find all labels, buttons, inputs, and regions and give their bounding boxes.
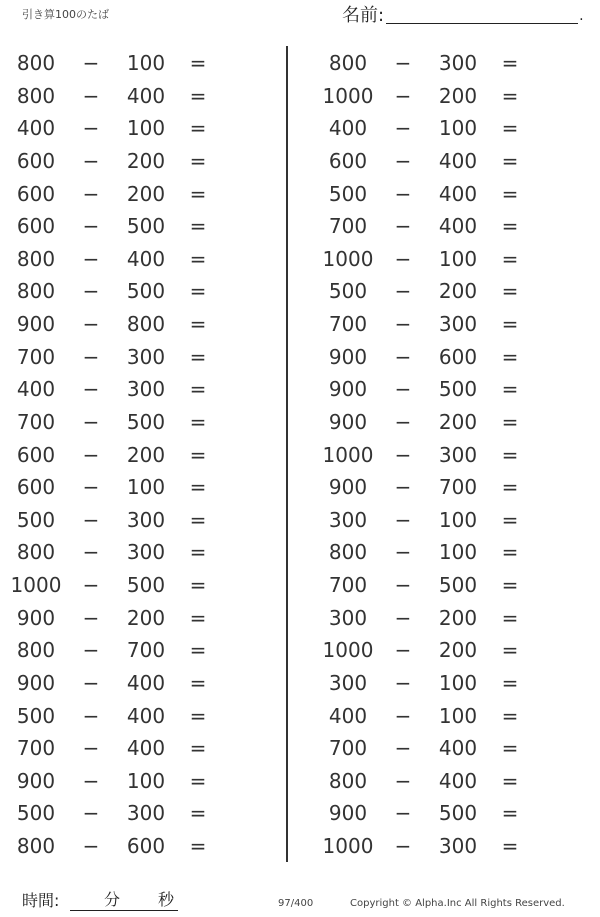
equals-sign: = bbox=[189, 181, 207, 206]
minuend: 600 bbox=[16, 475, 56, 500]
worksheet-title: 引き算100のたば bbox=[22, 8, 109, 21]
problem-row bbox=[312, 570, 600, 603]
equals-sign: = bbox=[189, 83, 207, 108]
equals-sign: = bbox=[501, 573, 519, 597]
minuend: 600 bbox=[16, 148, 56, 173]
subtrahend: 700 bbox=[126, 638, 166, 663]
subtrahend: 100 bbox=[126, 475, 166, 500]
minuend: 700 bbox=[328, 214, 368, 239]
equals-sign: = bbox=[501, 475, 519, 500]
minus-sign: − bbox=[394, 51, 412, 75]
subtrahend: 100 bbox=[438, 507, 478, 532]
subtrahend: 500 bbox=[438, 801, 478, 826]
minuend: 700 bbox=[16, 736, 56, 761]
equals-sign: = bbox=[501, 540, 519, 565]
subtrahend: 300 bbox=[126, 540, 166, 565]
minuend: 800 bbox=[16, 638, 56, 663]
equals-sign: = bbox=[501, 638, 519, 663]
equals-sign: = bbox=[189, 51, 207, 75]
problem-row bbox=[312, 407, 600, 440]
equals-sign: = bbox=[501, 507, 519, 532]
problem-row bbox=[0, 342, 290, 375]
problem-row bbox=[312, 244, 600, 277]
name-area bbox=[342, 4, 584, 28]
problem-row bbox=[312, 309, 600, 342]
problem-row bbox=[312, 276, 600, 309]
subtrahend: 600 bbox=[126, 834, 166, 858]
minus-sign: − bbox=[82, 475, 100, 500]
minuend: 600 bbox=[16, 214, 56, 239]
time-label: 時間: bbox=[22, 891, 60, 910]
subtrahend: 400 bbox=[438, 181, 478, 206]
equals-sign: = bbox=[501, 768, 519, 793]
minuend: 1000 bbox=[322, 83, 374, 108]
minus-sign: − bbox=[82, 409, 100, 434]
equals-sign: = bbox=[501, 703, 519, 728]
subtrahend: 200 bbox=[438, 638, 478, 663]
subtrahend: 300 bbox=[126, 507, 166, 532]
subtrahend: 500 bbox=[126, 279, 166, 304]
minuend: 800 bbox=[16, 279, 56, 304]
problem-row bbox=[0, 179, 290, 212]
minuend: 300 bbox=[328, 670, 368, 695]
equals-sign: = bbox=[189, 768, 207, 793]
equals-sign: = bbox=[501, 148, 519, 173]
minuend: 700 bbox=[16, 409, 56, 434]
equals-sign: = bbox=[189, 246, 207, 271]
minus-sign: − bbox=[394, 768, 412, 793]
minuend: 800 bbox=[328, 51, 368, 75]
minus-sign: − bbox=[394, 409, 412, 434]
name-label: 名前: bbox=[342, 5, 385, 26]
problem-row bbox=[0, 113, 290, 146]
equals-sign: = bbox=[501, 181, 519, 206]
minuend: 1000 bbox=[322, 638, 374, 663]
subtrahend: 100 bbox=[438, 116, 478, 141]
minus-sign: − bbox=[82, 214, 100, 239]
subtrahend: 100 bbox=[438, 246, 478, 271]
minus-sign: − bbox=[82, 540, 100, 565]
minuend: 500 bbox=[328, 181, 368, 206]
minus-sign: − bbox=[394, 83, 412, 108]
equals-sign: = bbox=[501, 344, 519, 369]
minus-sign: − bbox=[394, 540, 412, 565]
problem-row bbox=[0, 472, 290, 505]
minuend: 900 bbox=[328, 801, 368, 826]
subtrahend: 600 bbox=[438, 344, 478, 369]
equals-sign: = bbox=[189, 214, 207, 239]
problem-row bbox=[312, 146, 600, 179]
minus-sign: − bbox=[82, 279, 100, 304]
minus-sign: − bbox=[394, 670, 412, 695]
subtrahend: 500 bbox=[438, 573, 478, 597]
subtrahend: 400 bbox=[126, 736, 166, 761]
subtrahend: 100 bbox=[438, 703, 478, 728]
problem-row bbox=[0, 48, 290, 81]
minus-sign: − bbox=[394, 638, 412, 663]
problem-row bbox=[312, 440, 600, 473]
subtrahend: 200 bbox=[438, 83, 478, 108]
minuend: 800 bbox=[328, 540, 368, 565]
equals-sign: = bbox=[501, 834, 519, 858]
minuend: 800 bbox=[16, 83, 56, 108]
minus-sign: − bbox=[394, 116, 412, 141]
minuend: 800 bbox=[16, 51, 56, 75]
problem-row bbox=[0, 244, 290, 277]
equals-sign: = bbox=[189, 312, 207, 336]
minuend: 500 bbox=[16, 507, 56, 532]
minus-sign: − bbox=[394, 312, 412, 336]
subtrahend: 500 bbox=[126, 214, 166, 239]
minus-sign: − bbox=[394, 344, 412, 369]
subtrahend: 400 bbox=[126, 670, 166, 695]
problem-row bbox=[312, 81, 600, 114]
problem-row bbox=[0, 537, 290, 570]
subtrahend: 300 bbox=[126, 801, 166, 826]
equals-sign: = bbox=[501, 51, 519, 75]
subtrahend: 400 bbox=[126, 703, 166, 728]
copyright-text: Copyright © Alpha.Inc All Rights Reserved. bbox=[350, 898, 565, 909]
minus-sign: − bbox=[82, 768, 100, 793]
minus-sign: − bbox=[82, 573, 100, 597]
subtrahend: 100 bbox=[126, 116, 166, 141]
problem-row bbox=[312, 701, 600, 734]
minuend: 1000 bbox=[322, 834, 374, 858]
problem-row bbox=[0, 309, 290, 342]
problem-row bbox=[312, 505, 600, 538]
minus-sign: − bbox=[82, 148, 100, 173]
subtrahend: 200 bbox=[126, 442, 166, 467]
subtrahend: 100 bbox=[438, 670, 478, 695]
subtrahend: 100 bbox=[126, 51, 166, 75]
subtrahend: 300 bbox=[438, 51, 478, 75]
minus-sign: − bbox=[82, 801, 100, 826]
minus-sign: − bbox=[82, 181, 100, 206]
minuend: 800 bbox=[16, 834, 56, 858]
minuend: 1000 bbox=[10, 573, 62, 597]
problem-row bbox=[312, 733, 600, 766]
minus-sign: − bbox=[394, 605, 412, 630]
minuend: 400 bbox=[16, 377, 56, 402]
problem-row bbox=[312, 766, 600, 799]
equals-sign: = bbox=[189, 377, 207, 402]
minus-sign: − bbox=[394, 377, 412, 402]
problem-row bbox=[312, 603, 600, 636]
subtrahend: 100 bbox=[438, 540, 478, 565]
minuend: 900 bbox=[16, 605, 56, 630]
minus-sign: − bbox=[82, 736, 100, 761]
column-divider bbox=[286, 46, 288, 862]
minuend: 1000 bbox=[322, 442, 374, 467]
problem-row bbox=[312, 211, 600, 244]
minuend: 600 bbox=[16, 181, 56, 206]
equals-sign: = bbox=[189, 801, 207, 826]
problem-row bbox=[312, 472, 600, 505]
problem-row bbox=[312, 668, 600, 701]
minus-sign: − bbox=[394, 801, 412, 826]
minus-sign: − bbox=[394, 573, 412, 597]
equals-sign: = bbox=[189, 605, 207, 630]
minus-sign: − bbox=[82, 246, 100, 271]
minuend: 700 bbox=[328, 312, 368, 336]
subtrahend: 300 bbox=[438, 442, 478, 467]
minus-sign: − bbox=[82, 377, 100, 402]
equals-sign: = bbox=[501, 312, 519, 336]
equals-sign: = bbox=[501, 83, 519, 108]
problem-row bbox=[0, 146, 290, 179]
minuend: 400 bbox=[328, 703, 368, 728]
problem-row bbox=[312, 374, 600, 407]
minus-sign: − bbox=[394, 834, 412, 858]
problem-row bbox=[0, 701, 290, 734]
minus-sign: − bbox=[394, 736, 412, 761]
subtrahend: 200 bbox=[126, 605, 166, 630]
minus-sign: − bbox=[394, 279, 412, 304]
subtrahend: 100 bbox=[126, 768, 166, 793]
equals-sign: = bbox=[501, 377, 519, 402]
problem-row bbox=[312, 342, 600, 375]
minuend: 900 bbox=[328, 409, 368, 434]
subtrahend: 300 bbox=[438, 312, 478, 336]
seconds-label: 秒 bbox=[158, 890, 175, 909]
equals-sign: = bbox=[501, 736, 519, 761]
minuend: 1000 bbox=[322, 246, 374, 271]
problem-row bbox=[0, 81, 290, 114]
equals-sign: = bbox=[501, 409, 519, 434]
minus-sign: − bbox=[82, 834, 100, 858]
equals-sign: = bbox=[189, 540, 207, 565]
subtrahend: 200 bbox=[438, 605, 478, 630]
subtrahend: 200 bbox=[438, 409, 478, 434]
equals-sign: = bbox=[189, 409, 207, 434]
equals-sign: = bbox=[189, 573, 207, 597]
subtrahend: 300 bbox=[438, 834, 478, 858]
problem-row bbox=[0, 570, 290, 603]
minuend: 700 bbox=[328, 736, 368, 761]
equals-sign: = bbox=[189, 638, 207, 663]
footer bbox=[0, 888, 600, 914]
minuend: 400 bbox=[328, 116, 368, 141]
minus-sign: − bbox=[394, 246, 412, 271]
problem-row bbox=[0, 276, 290, 309]
left-problem-column bbox=[0, 48, 290, 864]
minuend: 500 bbox=[328, 279, 368, 304]
minus-sign: − bbox=[82, 442, 100, 467]
problem-row bbox=[0, 831, 290, 864]
minus-sign: − bbox=[82, 312, 100, 336]
minuend: 700 bbox=[16, 344, 56, 369]
subtrahend: 700 bbox=[438, 475, 478, 500]
equals-sign: = bbox=[501, 605, 519, 630]
equals-sign: = bbox=[189, 442, 207, 467]
problem-row bbox=[0, 211, 290, 244]
subtrahend: 200 bbox=[438, 279, 478, 304]
equals-sign: = bbox=[501, 116, 519, 141]
problem-row bbox=[0, 440, 290, 473]
equals-sign: = bbox=[501, 670, 519, 695]
page-number: 97/400 bbox=[278, 898, 314, 909]
minus-sign: − bbox=[394, 181, 412, 206]
problem-row bbox=[312, 48, 600, 81]
problem-row bbox=[0, 635, 290, 668]
name-field[interactable] bbox=[386, 3, 578, 24]
problem-row bbox=[0, 505, 290, 538]
subtrahend: 400 bbox=[438, 214, 478, 239]
equals-sign: = bbox=[189, 116, 207, 141]
problem-row bbox=[312, 635, 600, 668]
minus-sign: − bbox=[394, 214, 412, 239]
minus-sign: − bbox=[394, 507, 412, 532]
minuend: 900 bbox=[328, 377, 368, 402]
problem-row bbox=[0, 798, 290, 831]
minus-sign: − bbox=[82, 51, 100, 75]
equals-sign: = bbox=[189, 834, 207, 858]
minuend: 600 bbox=[16, 442, 56, 467]
problem-row bbox=[0, 668, 290, 701]
minuend: 500 bbox=[16, 703, 56, 728]
subtrahend: 300 bbox=[126, 377, 166, 402]
equals-sign: = bbox=[501, 279, 519, 304]
minuend: 600 bbox=[328, 148, 368, 173]
equals-sign: = bbox=[189, 475, 207, 500]
equals-sign: = bbox=[189, 279, 207, 304]
problem-row bbox=[312, 831, 600, 864]
problem-row bbox=[0, 374, 290, 407]
subtrahend: 400 bbox=[126, 246, 166, 271]
equals-sign: = bbox=[189, 703, 207, 728]
equals-sign: = bbox=[501, 442, 519, 467]
equals-sign: = bbox=[501, 246, 519, 271]
subtrahend: 200 bbox=[126, 148, 166, 173]
problem-row bbox=[312, 113, 600, 146]
minuend: 800 bbox=[328, 768, 368, 793]
minuend: 300 bbox=[328, 605, 368, 630]
name-end-dot: . bbox=[579, 8, 584, 24]
minuend: 900 bbox=[16, 312, 56, 336]
subtrahend: 400 bbox=[126, 83, 166, 108]
minuend: 900 bbox=[328, 344, 368, 369]
minus-sign: − bbox=[82, 670, 100, 695]
problem-row bbox=[0, 733, 290, 766]
minus-sign: − bbox=[82, 605, 100, 630]
equals-sign: = bbox=[189, 148, 207, 173]
subtrahend: 500 bbox=[126, 409, 166, 434]
problem-row bbox=[0, 603, 290, 636]
subtrahend: 400 bbox=[438, 148, 478, 173]
minuend: 900 bbox=[16, 768, 56, 793]
minuend: 400 bbox=[16, 116, 56, 141]
equals-sign: = bbox=[501, 801, 519, 826]
subtrahend: 800 bbox=[126, 312, 166, 336]
equals-sign: = bbox=[189, 670, 207, 695]
minus-sign: − bbox=[394, 442, 412, 467]
minus-sign: − bbox=[82, 638, 100, 663]
minuend: 900 bbox=[16, 670, 56, 695]
minus-sign: − bbox=[394, 148, 412, 173]
minus-sign: − bbox=[82, 116, 100, 141]
minus-sign: − bbox=[82, 83, 100, 108]
minuend: 300 bbox=[328, 507, 368, 532]
minutes-label: 分 bbox=[104, 890, 121, 909]
problem-row bbox=[0, 407, 290, 440]
subtrahend: 500 bbox=[126, 573, 166, 597]
problem-row bbox=[312, 179, 600, 212]
minus-sign: − bbox=[82, 507, 100, 532]
problem-row bbox=[312, 537, 600, 570]
minuend: 700 bbox=[328, 573, 368, 597]
minus-sign: − bbox=[394, 703, 412, 728]
problem-row bbox=[0, 766, 290, 799]
subtrahend: 300 bbox=[126, 344, 166, 369]
equals-sign: = bbox=[189, 344, 207, 369]
minus-sign: − bbox=[394, 475, 412, 500]
subtrahend: 400 bbox=[438, 736, 478, 761]
minus-sign: − bbox=[82, 703, 100, 728]
minuend: 800 bbox=[16, 246, 56, 271]
right-problem-column bbox=[312, 48, 600, 864]
problem-row bbox=[312, 798, 600, 831]
subtrahend: 200 bbox=[126, 181, 166, 206]
minus-sign: − bbox=[82, 344, 100, 369]
equals-sign: = bbox=[189, 736, 207, 761]
minuend: 500 bbox=[16, 801, 56, 826]
subtrahend: 400 bbox=[438, 768, 478, 793]
equals-sign: = bbox=[189, 507, 207, 532]
minuend: 900 bbox=[328, 475, 368, 500]
subtrahend: 500 bbox=[438, 377, 478, 402]
minuend: 800 bbox=[16, 540, 56, 565]
equals-sign: = bbox=[501, 214, 519, 239]
